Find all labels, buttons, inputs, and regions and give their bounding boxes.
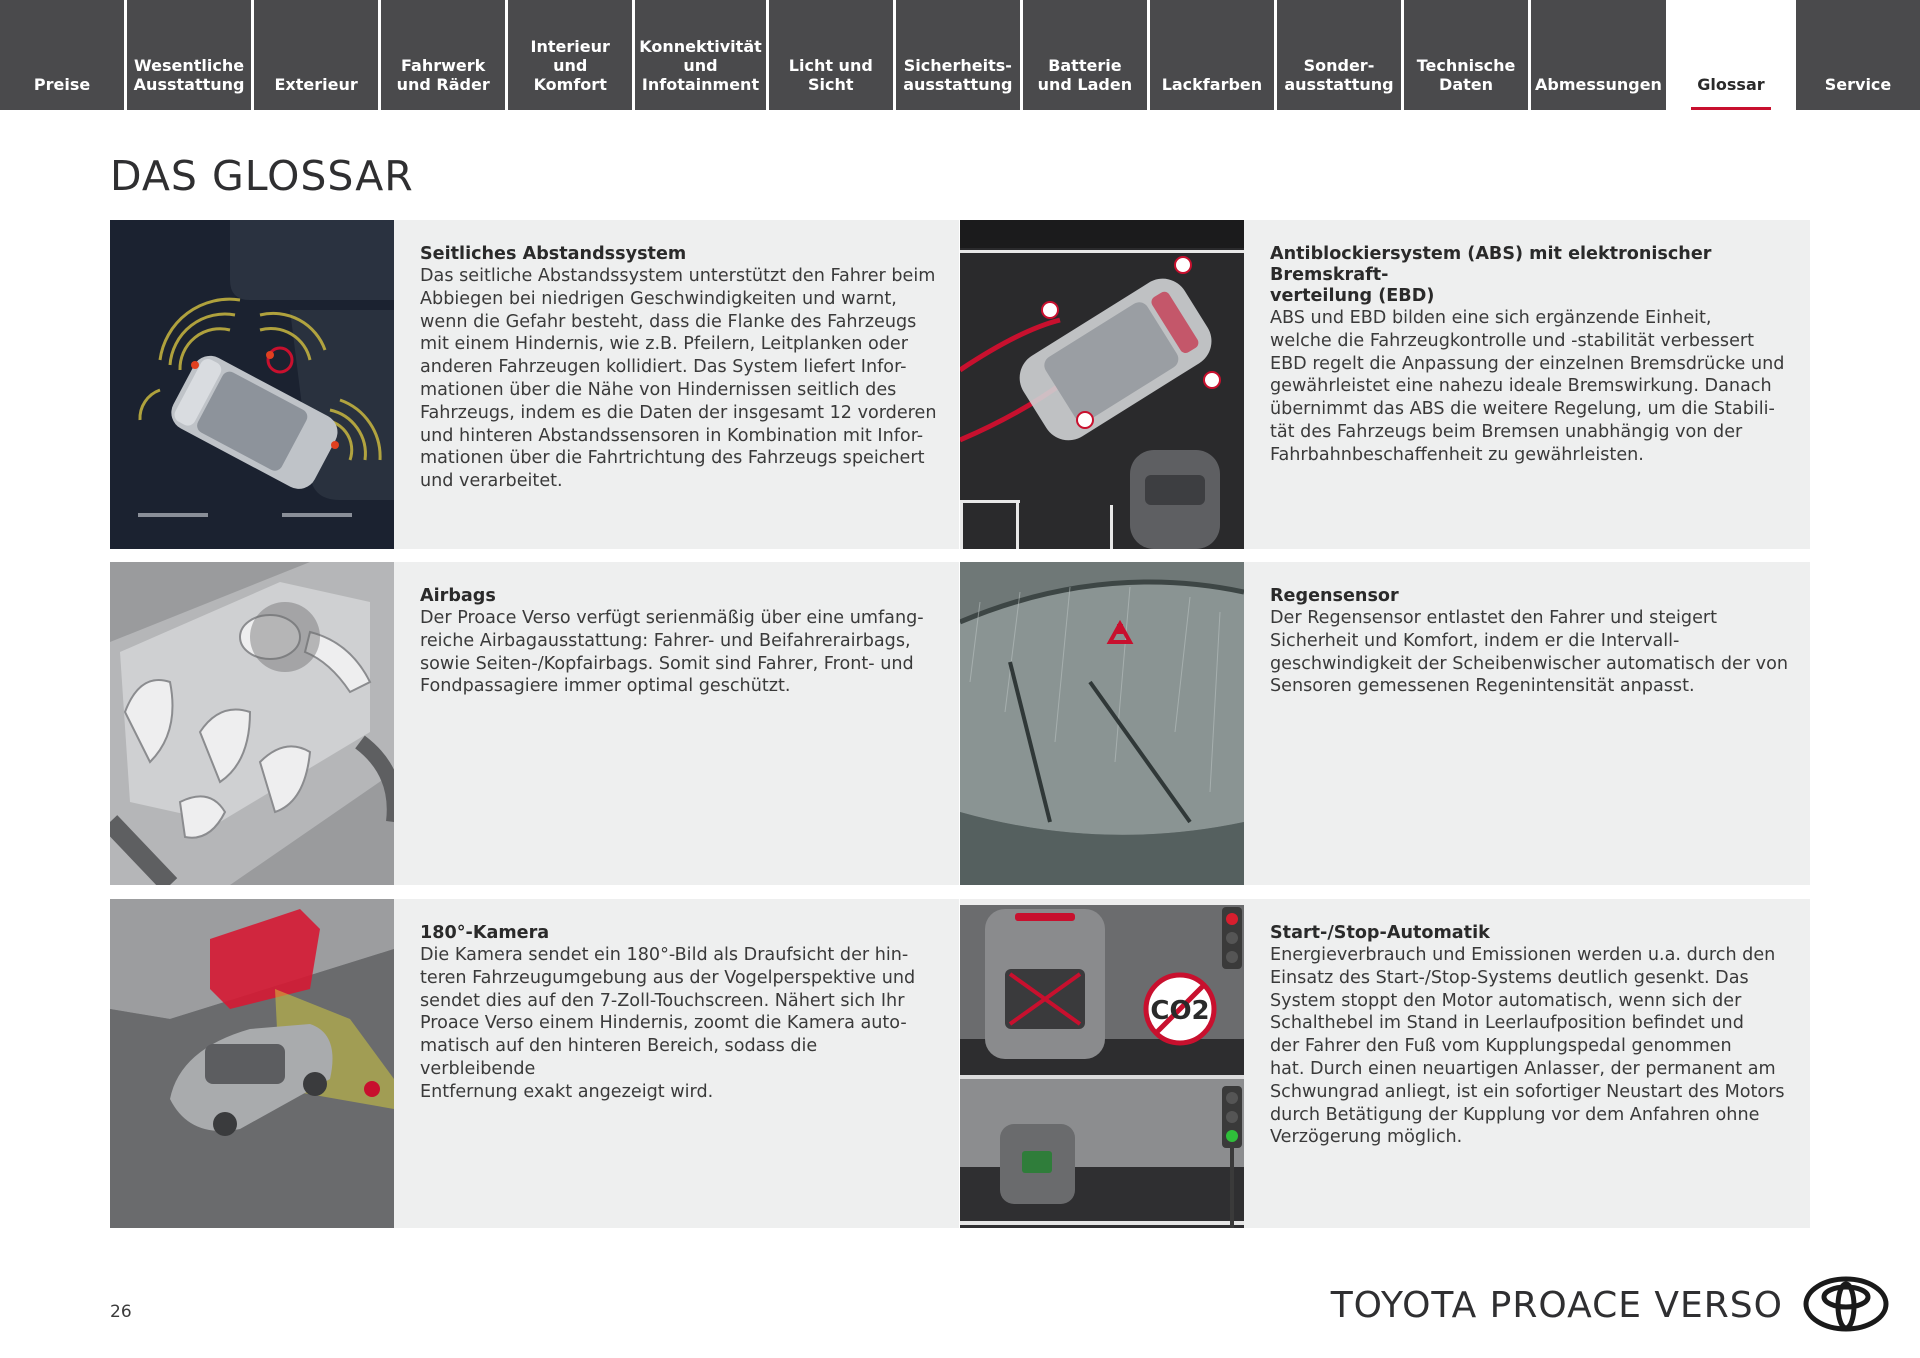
tab-konnektivitaet-und-infotainment[interactable]: Konnektivität und Infotainment [635,0,766,110]
glossary-entry-airbags [110,562,959,885]
page-number: 26 [110,1302,132,1322]
glossary-entry-rain-sensor [960,562,1810,885]
rain-sensor-illustration [960,562,1244,885]
tab-fahrwerk-und-raeder[interactable]: Fahrwerk und Räder [381,0,505,110]
entry-text: Energieverbrauch und Emissionen werden u.a. durch den Einsatz des Start-/Stop-Systems deutlich gesenkt. Das System stoppt den Motor automatisch, wenn sich der Schalthebel im Stand in Leerlaufposition befindet und der Fahrer den Fuß vom Kupplungspedal genommen hat. Durch einen neuartigen Anlasser, der permanent am Schwungrad anliegt, ist ein sofortiger Neustart des Motors durch Betätigung der Kupplung vor dem Anfahren ohne Verzögerung möglich. [1270,945,1785,1148]
entry-title: Antiblockiersystem (ABS) mit elektronischer Bremskraft- verteilung (EBD) [1270,244,1712,306]
entry-title: Airbags [420,586,496,606]
airbags-illustration [110,562,394,885]
tab-batterie-und-laden[interactable]: Batterie und Laden [1023,0,1147,110]
entry-title: Seitliches Abstandssystem [420,244,687,264]
brand-name: TOYOTA PROACE VERSO [1330,1285,1783,1326]
entry-text: Der Regensensor entlastet den Fahrer und steigert Sicherheit und Komfort, indem er die Intervall- geschwindigkeit der Scheibenwischer automatisch der von Sensoren gemessenen Regenintensität anpasst. [1270,608,1789,697]
lateral-distance-illustration [110,220,394,549]
glossary-entry-start-stop [960,899,1810,1228]
entry-title: 180°-Kamera [420,923,550,943]
tab-lackfarben[interactable]: Lackfarben [1150,0,1274,110]
tab-glossar[interactable]: Glossar [1669,0,1793,110]
abs-ebd-illustration [960,220,1244,549]
start-stop-illustration [960,899,1244,1228]
entry-text: ABS und EBD bilden eine sich ergänzende Einheit, welche die Fahrzeugkontrolle und -stabilität verbessert EBD regelt die Anpassung der einzelnen Bremsdrücke und gewährleistet eine nahezu ideale Bremswirkung. Danach übernimmt das ABS die weitere Regelung, um die Stabili- tät des Fahrzeugs beim Bremsen unabhängig von der Fahrbahnbeschaffenheit zu gewährleisten. [1270,308,1785,465]
tab-interieur-und-komfort[interactable]: Interieur und Komfort [508,0,632,110]
tab-sicherheitsausstattung[interactable]: Sicherheits- ausstattung [896,0,1020,110]
page-title: DAS GLOSSAR [110,152,414,200]
entry-title: Regensensor [1270,586,1399,606]
co2-label: CO2 [1150,996,1210,1026]
tab-preise[interactable]: Preise [0,0,124,110]
entry-text: Das seitliche Abstandssystem unterstützt den Fahrer beim Abbiegen bei niedrigen Geschwindigkeiten und warnt, wenn die Gefahr besteht, dass die Flanke des Fahrzeugs mit einem Hindernis, wie z.B. Pfeilern, Leitplanken oder anderen Fahrzeugen kollidiert. Das System liefert Infor- mationen über die Nähe von Hindernissen seitlich des Fahrzeugs, indem es die Daten der insgesamt 12 vorderen und hinteren Abstandssensoren in Kombination mit Infor- mationen über die Fahrtrichtung des Fahrzeugs speichert und verarbeitet. [420,266,937,492]
entry-text: Die Kamera sendet ein 180°-Bild als Draufsicht der hin- teren Fahrzeugumgebung aus der Vogelperspektive und sendet dies auf den 7-Zoll-Touchscreen. Nähert sich Ihr Proace Verso einem Hindernis, zoomt die Kamera auto- matisch auf den hinteren Bereich, sodass die verbleibende Entfernung exakt angezeigt wird. [420,945,916,1102]
tab-sonderausstattung[interactable]: Sonder- ausstattung [1277,0,1401,110]
entry-text: Der Proace Verso verfügt serienmäßig über eine umfang- reiche Airbagausstattung: Fahrer- und Beifahrerairbags, sowie Seiten-/Kopfairbags. Somit sind Fahrer, Front- und Fondpassagiere immer optimal geschützt. [420,608,924,697]
camera-180-illustration [110,899,394,1228]
glossary-entry-camera-180 [110,899,959,1228]
tab-service[interactable]: Service [1796,0,1920,110]
top-navigation [0,0,1920,110]
tab-technische-daten[interactable]: Technische Daten [1404,0,1528,110]
tab-exterieur[interactable]: Exterieur [254,0,378,110]
glossary-entry-lateral-distance [110,220,959,549]
glossary-entry-abs-ebd [960,220,1810,549]
tab-abmessungen[interactable]: Abmessungen [1531,0,1666,110]
tab-wesentliche-ausstattung[interactable]: Wesentliche Ausstattung [127,0,251,110]
entry-title: Start-/Stop-Automatik [1270,923,1490,943]
toyota-logo-icon [1803,1276,1889,1332]
tab-licht-und-sicht[interactable]: Licht und Sicht [769,0,893,110]
